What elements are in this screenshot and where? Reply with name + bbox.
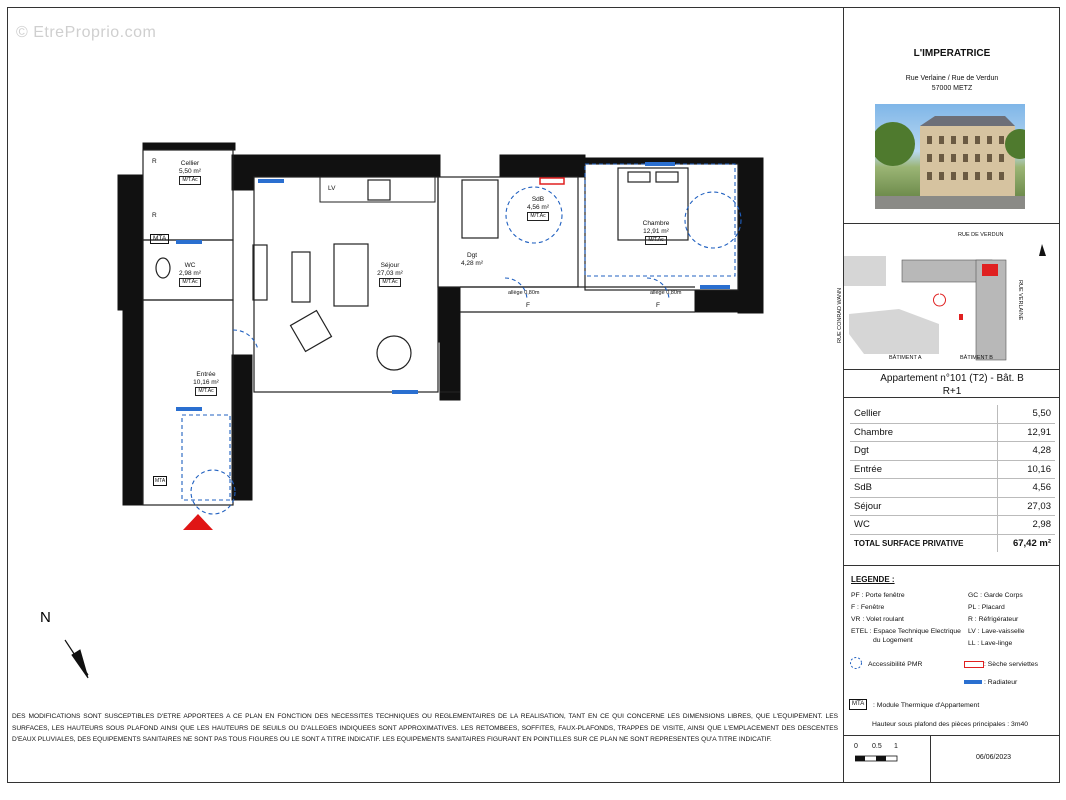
room-area: 12,91 m² — [643, 228, 669, 235]
dgt-outline — [438, 177, 578, 287]
room-name: Séjour — [380, 262, 400, 269]
surface-room: Chambre — [850, 423, 997, 442]
towel-dryer — [540, 178, 564, 184]
legend-mta: : Module Thermique d'Appartement — [873, 702, 980, 709]
north-arrow — [65, 640, 88, 678]
wall-dgt — [438, 287, 460, 342]
watermark: © EtreProprio.com — [16, 24, 157, 41]
room-dgt — [450, 252, 494, 268]
room-wc — [168, 262, 212, 287]
legend-item: PF : Porte fenêtre — [851, 592, 905, 599]
room-area: 4,56 m² — [526, 204, 550, 211]
mta-tag: MTA — [155, 478, 166, 484]
wall-sejour-right — [440, 340, 460, 400]
wall-top-sdb — [500, 155, 585, 177]
total-label: TOTAL SURFACE PRIVATIVE — [854, 538, 964, 548]
legend-item: GC : Garde Corps — [968, 592, 1023, 599]
separator — [844, 565, 1060, 566]
legend-item: LV : Lave-vaisselle — [968, 628, 1025, 635]
street-label: RUE CONRAD WANN — [837, 287, 843, 343]
mta-legend-tag: MTA — [849, 699, 867, 710]
surface-total-row — [850, 534, 1055, 552]
room-area: 2,98 m² — [178, 270, 202, 277]
radiator — [176, 240, 202, 244]
plan-date: 06/06/2023 — [976, 754, 1012, 761]
scale-bar — [855, 754, 899, 764]
separator — [844, 735, 1060, 736]
scale-tick-label: 1 — [894, 743, 898, 750]
surface-table — [850, 405, 1055, 552]
radiator — [176, 407, 202, 411]
room-name: Entrée — [196, 371, 216, 378]
pmr-tag: M/T.Ac — [379, 278, 400, 287]
legend-item: R : Réfrigérateur — [968, 616, 1019, 623]
surface-row — [850, 479, 1055, 498]
north-label: N — [40, 609, 51, 626]
wall-bottom-chambre — [695, 290, 750, 312]
surface-row — [850, 405, 1055, 423]
r-label: R — [152, 212, 157, 219]
legend-item: F : Fenêtre — [851, 604, 885, 611]
surface-room: SdB — [850, 479, 997, 498]
room-name: WC — [184, 262, 196, 269]
apartment-title — [844, 372, 1060, 398]
window-label: F — [656, 302, 660, 309]
project-name: L'IMPERATRICE — [913, 48, 991, 59]
room-cellier — [168, 160, 212, 185]
radiator-icon — [964, 680, 982, 684]
surface-row — [850, 497, 1055, 516]
surface-area: 4,28 — [997, 442, 1055, 461]
apartment-floor: R+1 — [942, 386, 962, 397]
street-label: RUE DE VERDUN — [958, 232, 1004, 238]
project-address — [844, 74, 1060, 94]
allege-label: allège 0,80m — [508, 290, 540, 296]
street-label: RUE VERLAINE — [1017, 280, 1023, 321]
legend-right — [968, 591, 1056, 648]
lv-label: LV — [328, 185, 336, 192]
pmr-tag: M/T.Ac — [195, 387, 216, 396]
pmr-icon — [849, 656, 863, 670]
legend-item: PL : Placard — [968, 604, 1005, 611]
room-name: Chambre — [642, 220, 670, 227]
pmr-tag: M/T.Ac — [527, 212, 548, 221]
surface-area: 5,50 — [997, 405, 1055, 423]
room-area: 27,03 m² — [377, 270, 403, 277]
building-photo — [875, 104, 1025, 209]
total-value: 67,42 m² — [997, 534, 1055, 552]
allege-label: allège 0,80m — [650, 290, 682, 296]
mta-tag: MTA — [150, 234, 169, 244]
radiator — [392, 390, 418, 394]
site-plan — [844, 224, 1060, 370]
wall-top-sejour — [232, 155, 440, 177]
surface-room: Séjour — [850, 497, 997, 516]
wall-left-entree — [123, 310, 143, 505]
room-area: 4,28 m² — [460, 260, 484, 267]
pmr-tag: M/T.Ac — [179, 278, 200, 287]
room-name: SdB — [531, 196, 545, 203]
legend-title: LEGENDE : — [851, 575, 895, 584]
entrance-marker — [183, 514, 213, 530]
pmr-tag: M/T.Ac — [645, 236, 666, 245]
room-area: 10,16 m² — [193, 379, 219, 386]
surface-row — [850, 516, 1055, 535]
surface-area: 12,91 — [997, 423, 1055, 442]
scale-tick-label: 0 — [854, 743, 858, 750]
scale-tick-label: 0.5 — [872, 743, 882, 750]
radiator — [645, 162, 675, 166]
room-sdb — [516, 196, 560, 221]
surface-room: Entrée — [850, 460, 997, 479]
legend-item: LL : Lave-linge — [968, 640, 1013, 647]
building-label: BÂTIMENT B — [960, 355, 993, 361]
disclaimer: DES MODIFICATIONS SONT SUSCEPTIBLES D'ETRE APPORTEES A CE PLAN EN FONCTION DES NECESSITES TECHNIQUES OU REGLEMENTAIRES DE LA REALISATION, TANT EN CE QUI CONCERNE LES DIMENSIONS LIBRES, QUE L'EQUIPEMENT. LES SURFACES, LES HAUTEURS SOUS PLAFOND AINSI QUE LES HAUTEURS DE SEUILS OU D'ALLEGES INDIQUEES SONT APPROXIMATIVES. LES RETOMBEES, SOFFITES, FAUX-PLAFONDS, TRAPPES DE VISITE, AINSI QUE L'EMPLACEMENT DES DESCENTES D'EAUX PLUVIALES, DES EQUIPEMENTS SANITAIRES NE SONT PAS TOUS FIGURES OU LE SONT A TITRE INDICATIF. LES EQUIPEMENTS SANITAIRES FIGURANT EN POINTILLES SUR CE PLAN NE SONT REPRESENTES QU'A TITRE INDICATIF. — [12, 713, 838, 743]
entree-outline — [143, 300, 233, 505]
surface-row — [850, 460, 1055, 479]
surface-room: Cellier — [850, 405, 997, 423]
room-name: Dgt — [466, 252, 478, 259]
wall-left — [118, 175, 143, 310]
legend-left — [851, 591, 961, 645]
apartment-number: Appartement n°101 (T2) - Bât. B — [880, 373, 1024, 384]
surface-room: Dgt — [850, 442, 997, 461]
surface-row — [850, 442, 1055, 461]
building-label: BÂTIMENT A — [889, 355, 922, 361]
radiator — [700, 285, 730, 289]
address-line: 57000 METZ — [931, 85, 973, 92]
legend-towel: : Sèche serviettes — [984, 661, 1039, 668]
room-chambre — [634, 220, 678, 245]
ceiling-height: Hauteur sous plafond des pièces principales : 3m40 — [872, 721, 1029, 728]
surface-row — [850, 423, 1055, 442]
address-line: Rue Verlaine / Rue de Verdun — [905, 75, 999, 82]
radiator — [258, 179, 284, 183]
room-entree — [184, 371, 228, 396]
wall — [232, 160, 254, 190]
legend-item: du Logement — [873, 637, 913, 644]
wall — [143, 143, 235, 150]
room-name: Cellier — [180, 160, 200, 167]
towel-dryer-icon — [964, 661, 984, 668]
room-sejour — [368, 262, 412, 287]
legend-item: ETEL : Espace Technique Electrique — [851, 628, 961, 635]
separator — [844, 397, 1060, 398]
surface-area: 10,16 — [997, 460, 1055, 479]
room-area: 5,50 m² — [178, 168, 202, 175]
pmr-tag: M/T.Ac — [179, 176, 200, 185]
legend-item: VR : Volet roulant — [851, 616, 904, 623]
window-label: F — [526, 302, 530, 309]
wall-entree-right — [232, 355, 252, 500]
surface-area: 4,56 — [997, 479, 1055, 498]
surface-area: 2,98 — [997, 516, 1055, 535]
r-label: R — [152, 158, 157, 165]
surface-room: WC — [850, 516, 997, 535]
legend-pmr: Accessibilité PMR — [868, 661, 923, 668]
surface-area: 27,03 — [997, 497, 1055, 516]
legend-radiator: : Radiateur — [984, 679, 1018, 686]
separator — [930, 735, 931, 783]
separator — [844, 369, 1060, 370]
